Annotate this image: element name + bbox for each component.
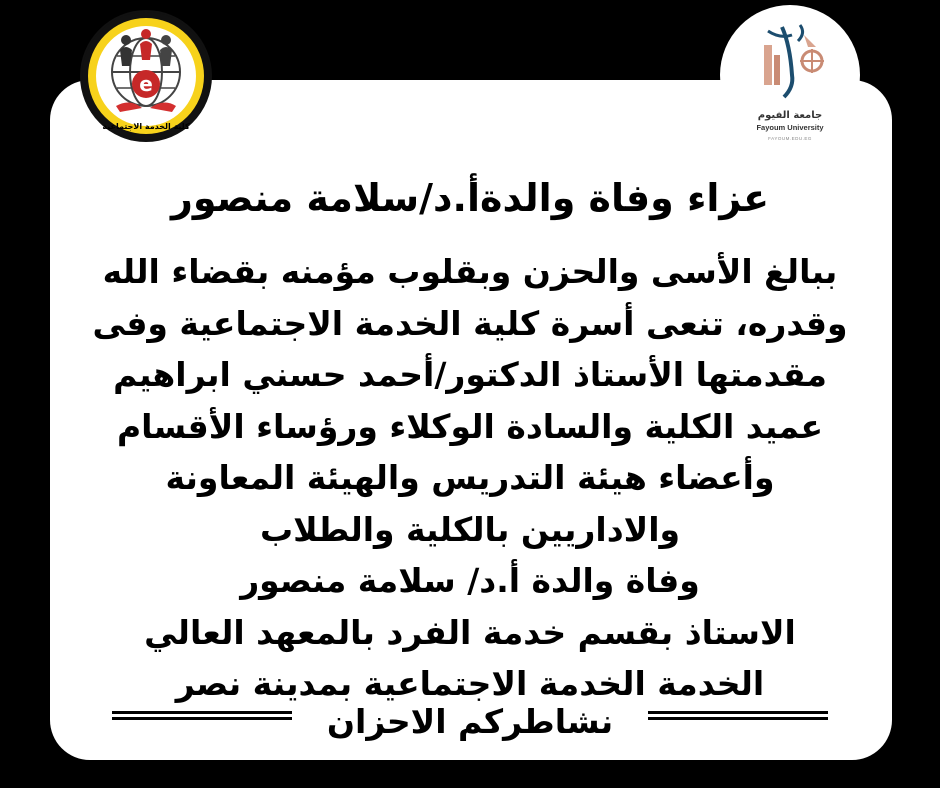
body-line: الخدمة الخدمة الاجتماعية بمدينة نصر <box>175 664 765 703</box>
faculty-social-work-logo <box>80 10 212 142</box>
body-line: وفاة والدة أ.د/ سلامة منصور <box>240 561 700 600</box>
body-line: وقدره، تنعى أسرة كلية الخدمة الاجتماعية وفى <box>92 303 848 343</box>
body-line: عميد الكلية والسادة الوكلاء ورؤساء الأقسام <box>117 406 823 446</box>
body-line: الاستاذ بقسم خدمة الفرد بالمعهد العالي <box>144 612 796 652</box>
body-line: مقدمتها الأستاذ الدكتور/أحمد حسني ابراهيم <box>113 355 827 394</box>
closing-condolence: نشاطركم الاحزان <box>326 702 614 741</box>
announcement-title: عزاء وفاة والدةأ.د/سلامة منصور <box>170 176 770 220</box>
university-name-english: Fayoum University <box>756 123 824 132</box>
university-site: FAYOUM.EDU.EG <box>768 136 812 141</box>
body-line: وأعضاء هيئة التدريس والهيئة المعاونة <box>165 458 775 497</box>
body-line: ببالغ الأسى والحزن وبقلوب مؤمنه بقضاء الله <box>102 252 838 291</box>
university-emblem-icon <box>720 5 860 115</box>
svg-text:e: e <box>139 72 153 96</box>
fayoum-university-logo <box>720 5 860 145</box>
faculty-logo-caption: كلية الخدمة الاجتماعية <box>102 122 190 131</box>
announcement-body <box>55 246 885 710</box>
university-name-arabic: جامعة الفيوم <box>757 110 823 121</box>
body-line: والاداريين بالكلية والطلاب <box>259 509 681 549</box>
